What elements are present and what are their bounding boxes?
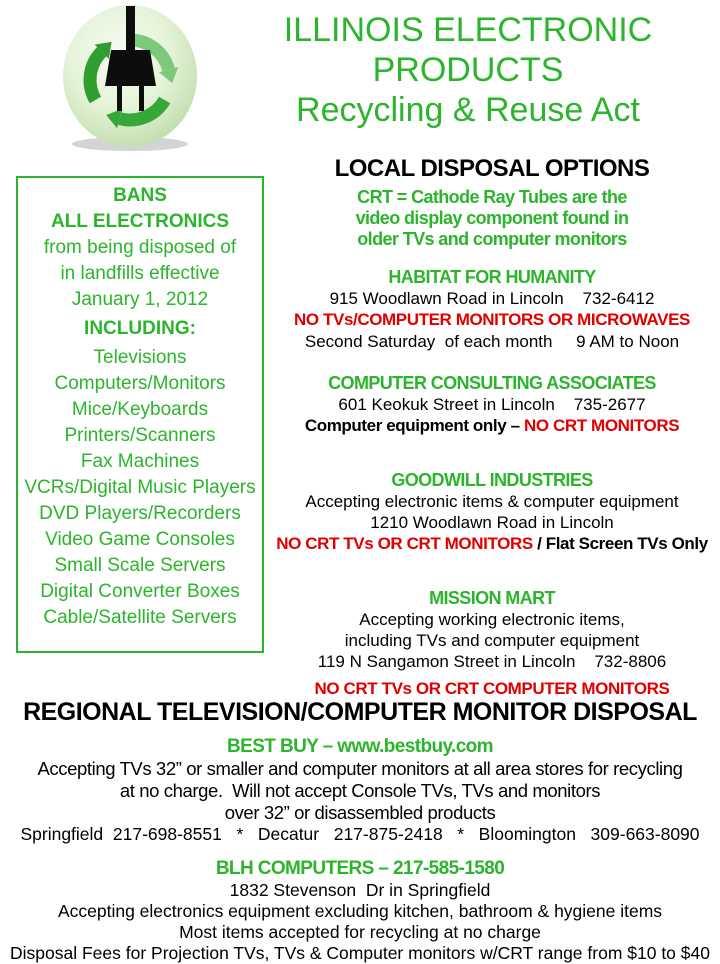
org-detail: Accepting electronic items & computer equipment xyxy=(305,492,679,511)
bans-list-item: Digital Converter Boxes xyxy=(40,581,240,602)
org-note-black: Computer equipment only – xyxy=(304,416,524,435)
regional-disposal-section xyxy=(0,698,720,964)
org-schedule: Second Saturday of each month 9 AM to Noon xyxy=(304,332,680,351)
org-address: 601 Keokuk Street in Lincoln 735-2677 xyxy=(338,395,646,414)
local-disposal-section xyxy=(268,155,716,700)
org-address: 1210 Woodlawn Road in Lincoln xyxy=(370,513,614,532)
org-name: MISSION MART xyxy=(429,588,555,608)
local-disposal-heading: LOCAL DISPOSAL OPTIONS xyxy=(334,155,650,182)
store-detail: Accepting TVs 32” or smaller and computer monitors at all area stores for recycling xyxy=(37,758,683,779)
bans-list-item: Printers/Scanners xyxy=(64,425,216,446)
best-buy-entry xyxy=(0,736,720,845)
goodwill-industries-entry xyxy=(268,469,716,555)
store-detail: Disposal Fees for Projection TVs, TVs & Computer monitors w/CRT range from $10 to $40 xyxy=(10,943,710,963)
bans-list-item: Fax Machines xyxy=(80,451,200,472)
store-address: 1832 Stevenson Dr in Springfield xyxy=(229,880,491,900)
org-warning xyxy=(268,533,716,555)
computer-consulting-associates-entry xyxy=(268,372,716,437)
org-address: 915 Woodlawn Road in Lincoln 732-6412 xyxy=(329,289,655,308)
habitat-for-humanity-entry xyxy=(268,266,716,352)
bans-body-line: in landfills effective xyxy=(60,263,220,284)
page-title-line3: Recycling & Reuse Act xyxy=(296,91,640,129)
org-warning: NO CRT TVs OR CRT COMPUTER MONITORS xyxy=(314,679,670,698)
including-label: INCLUDING: xyxy=(84,318,196,339)
org-detail: including TVs and computer equipment xyxy=(344,631,640,650)
org-name: HABITAT FOR HUMANITY xyxy=(388,267,596,287)
org-address: 119 N Sangamon Street in Lincoln 732-8806 xyxy=(317,652,667,671)
crt-definition-note xyxy=(268,187,716,250)
bans-list-item: Televisions xyxy=(93,347,187,368)
blh-computers-entry xyxy=(0,858,720,964)
mission-mart-entry xyxy=(268,587,716,700)
bans-list-item: Cable/Satellite Servers xyxy=(43,607,237,628)
store-detail: Accepting electronics equipment excluding kitchen, bathroom & hygiene items xyxy=(57,901,663,921)
bans-list-item: Small Scale Servers xyxy=(54,555,226,576)
store-name: BEST BUY – www.bestbuy.com xyxy=(227,736,493,757)
bans-list-item: Video Game Consoles xyxy=(45,529,235,550)
bans-body-line: from being disposed of xyxy=(43,237,237,258)
org-name: COMPUTER CONSULTING ASSOCIATES xyxy=(328,373,656,393)
bans-body-line: January 1, 2012 xyxy=(71,289,209,310)
org-detail: Accepting working electronic items, xyxy=(359,610,625,629)
org-warning-black: / Flat Screen TVs Only xyxy=(532,534,708,553)
org-note-red: NO CRT MONITORS xyxy=(523,416,680,435)
page-title-line2: PRODUCTS xyxy=(372,51,564,89)
store-detail: over 32” or disassembled products xyxy=(224,802,496,823)
crt-note-line2: video display component found in xyxy=(355,208,629,228)
bans-heading1: BANS xyxy=(113,185,167,206)
org-warning-red: NO CRT TVs OR CRT MONITORS xyxy=(276,534,533,553)
bans-list-item: Mice/Keyboards xyxy=(71,399,209,420)
bans-box xyxy=(16,176,264,653)
regional-heading: REGIONAL TELEVISION/COMPUTER MONITOR DISPOSAL xyxy=(23,698,697,726)
store-detail: Most items accepted for recycling at no charge xyxy=(179,922,541,942)
org-note xyxy=(268,415,716,437)
crt-note-line1: CRT = Cathode Ray Tubes are the xyxy=(357,187,627,207)
org-warning: NO TVs/COMPUTER MONITORS OR MICROWAVES xyxy=(294,310,690,329)
store-phones: Springfield 217-698-8551 * Decatur 217-875-2418 * Bloomington 309-663-8090 xyxy=(20,824,700,844)
page-title-line1: ILLINOIS ELECTRONIC xyxy=(283,11,653,49)
recycle-plug-logo-svg xyxy=(45,0,215,155)
bans-list-item: VCRs/Digital Music Players xyxy=(24,477,256,498)
page-title xyxy=(222,10,714,130)
bans-list-item: DVD Players/Recorders xyxy=(39,503,241,524)
recycle-plug-logo-icon xyxy=(45,0,215,155)
store-detail: at no charge. Will not accept Console TVs, TVs and monitors xyxy=(119,780,601,801)
org-name: GOODWILL INDUSTRIES xyxy=(391,470,593,490)
crt-note-line3: older TVs and computer monitors xyxy=(357,229,627,249)
store-name: BLH COMPUTERS – 217-585-1580 xyxy=(215,858,505,879)
bans-list-item: Computers/Monitors xyxy=(54,373,226,394)
bans-heading2: ALL ELECTRONICS xyxy=(50,211,230,232)
